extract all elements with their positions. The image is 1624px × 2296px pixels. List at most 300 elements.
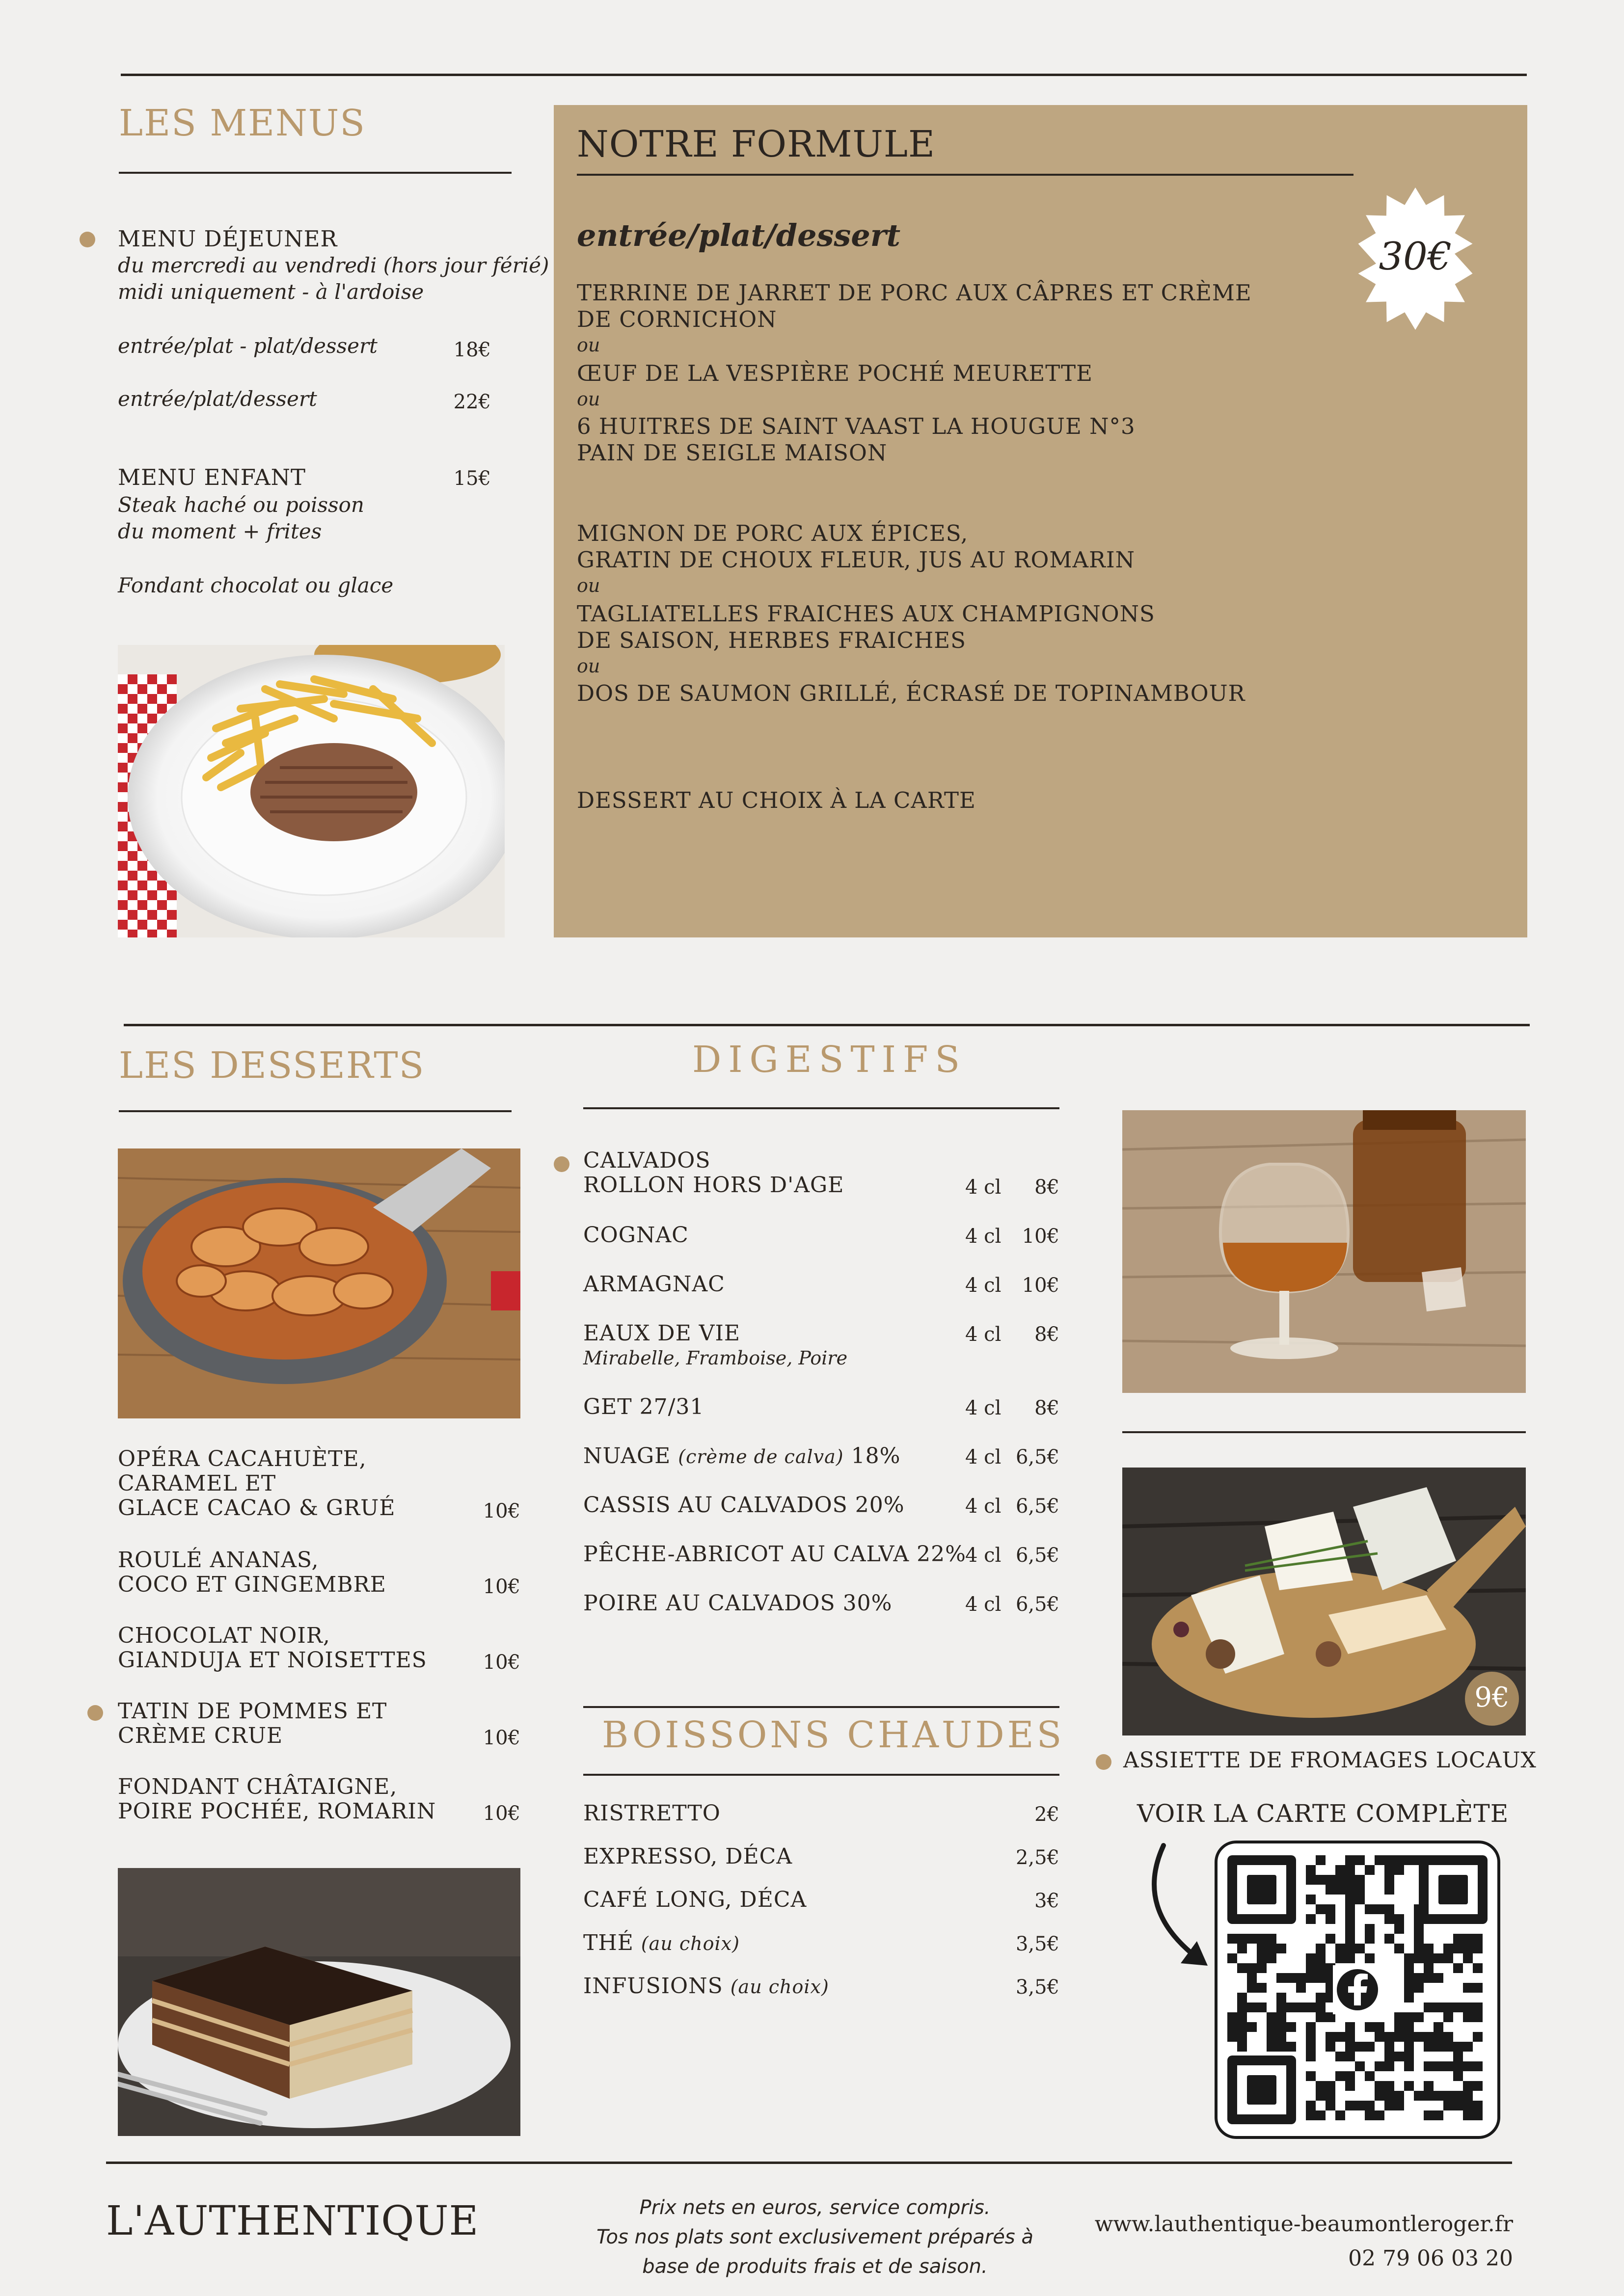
menu-option-price: 18€ <box>453 339 491 361</box>
formule-entree: TERRINE DE JARRET DE PORC AUX CÂPRES ET CRÈME DE CORNICHON <box>577 280 1252 332</box>
opera-cake-photo <box>118 1868 520 2136</box>
qr-module <box>1345 2042 1355 2052</box>
qr-module <box>1414 1973 1424 1983</box>
qr-module <box>1453 2091 1463 2101</box>
qr-module <box>1365 2101 1375 2110</box>
dessert-item: CHOCOLAT NOIR, GIANDUJA ET NOISETTES <box>118 1623 427 1673</box>
qr-module <box>1424 2042 1434 2052</box>
qr-module <box>1404 1963 1414 1973</box>
qr-module <box>1335 2071 1345 2081</box>
qr-module <box>1306 1914 1316 1924</box>
qr-module <box>1453 2061 1463 2071</box>
qr-module <box>1326 1934 1335 1944</box>
qr-module <box>1424 2061 1434 2071</box>
qr-module <box>1404 2032 1414 2042</box>
qr-module <box>1345 1855 1355 1865</box>
qr-module <box>1247 1963 1257 1973</box>
qr-module <box>1463 1944 1473 1953</box>
menu-dejeuner-hours: midi uniquement - à l'ardoise <box>118 280 424 304</box>
qr-module <box>1306 1875 1316 1885</box>
formule-panel <box>554 105 1527 937</box>
qr-module <box>1286 1973 1296 1983</box>
menu-dejeuner-days: du mercredi au vendredi (hors jour férié) <box>118 253 549 277</box>
qr-module <box>1384 1914 1394 1924</box>
qr-module <box>1404 2012 1414 2022</box>
formule-or: ou <box>577 334 600 356</box>
qr-module <box>1463 1934 1473 1944</box>
qr-module <box>1443 2061 1453 2071</box>
qr-module <box>1345 1953 1355 1963</box>
qr-module <box>1434 2091 1443 2101</box>
qr-module <box>1237 2002 1247 2012</box>
qr-module <box>1326 2101 1335 2110</box>
qr-module <box>1247 2002 1257 2012</box>
qr-module <box>1365 2042 1375 2052</box>
qr-module <box>1404 2022 1414 2032</box>
qr-module <box>1267 1944 1276 1953</box>
qr-module <box>1316 2002 1326 2012</box>
qr-module <box>1345 2052 1355 2061</box>
qr-module <box>1463 2061 1473 2071</box>
qr-module <box>1306 2022 1316 2032</box>
boissons-title-rule <box>583 1774 1059 1776</box>
menu-dejeuner-bullet <box>80 232 95 247</box>
qr-module <box>1316 1953 1326 1963</box>
footer-note: Tos nos plats sont exclusivement préparés à <box>596 2226 1033 2248</box>
formule-subtitle: entrée/plat/dessert <box>577 217 901 253</box>
qr-module <box>1473 2081 1483 2091</box>
qr-module <box>1463 2002 1473 2012</box>
qr-module <box>1306 2002 1316 2012</box>
qr-module <box>1414 1983 1424 1993</box>
digestif-item: PÊCHE-ABRICOT AU CALVA 22% <box>583 1542 966 1567</box>
qr-module <box>1434 1973 1443 1983</box>
qr-module <box>1414 2012 1424 2022</box>
qr-module <box>1463 1953 1473 1963</box>
qr-module <box>1316 1904 1326 1914</box>
digestif-volume: 4 cl <box>965 1446 1001 1468</box>
qr-module <box>1267 2012 1276 2022</box>
qr-module <box>1394 1924 1404 1934</box>
dessert-item: ROULÉ ANANAS, COCO ET GINGEMBRE <box>118 1548 386 1597</box>
formule-or: ou <box>577 388 600 410</box>
qr-module <box>1443 1944 1453 1953</box>
qr-module <box>1276 1973 1286 1983</box>
dessert-price: 10€ <box>483 1500 520 1522</box>
desserts-title: LES DESSERTS <box>119 1044 425 1087</box>
qr-module <box>1394 1944 1404 1953</box>
qr-module <box>1384 1885 1394 1895</box>
qr-module <box>1257 1934 1267 1944</box>
qr-module <box>1306 1973 1316 1983</box>
qr-module <box>1394 2032 1404 2042</box>
digestif-volume: 4 cl <box>965 1593 1001 1616</box>
dessert-item: OPÉRA CACAHUÈTE, CARAMEL ET GLACE CACAO & GRUÉ <box>118 1446 396 1521</box>
footer-note: Prix nets en euros, service compris. <box>639 2196 991 2219</box>
qr-module <box>1384 1855 1394 1865</box>
qr-module <box>1267 1953 1276 1963</box>
qr-module <box>1345 2032 1355 2042</box>
qr-module <box>1365 1953 1375 1963</box>
qr-module <box>1335 1875 1345 1885</box>
digestif-item: NUAGE (crème de calva) 18% <box>583 1443 901 1468</box>
qr-module <box>1424 2002 1434 2012</box>
dessert-item: TATIN DE POMMES ET CRÈME CRUE <box>118 1699 387 1748</box>
dessert-highlight-bullet <box>87 1705 103 1721</box>
qr-module <box>1237 1993 1247 2002</box>
qr-module <box>1434 2110 1443 2120</box>
qr-module <box>1306 1865 1316 1875</box>
top-rule <box>121 74 1527 76</box>
qr-module <box>1276 2032 1286 2042</box>
digestif-price: 8€ <box>1034 1176 1059 1199</box>
qr-module <box>1463 2101 1473 2110</box>
qr-module <box>1414 2091 1424 2101</box>
qr-module <box>1443 1953 1453 1963</box>
menus-title: LES MENUS <box>119 102 366 144</box>
boisson-price: 2€ <box>1034 1803 1059 1826</box>
qr-module <box>1345 1875 1355 1885</box>
qr-module <box>1365 2022 1375 2032</box>
fromage-price: 9€ <box>1474 1682 1510 1713</box>
qr-module <box>1316 1875 1326 1885</box>
qr-module <box>1375 1855 1384 1865</box>
dessert-item: FONDANT CHÂTAIGNE, POIRE POCHÉE, ROMARIN <box>118 1774 436 1824</box>
qr-module <box>1267 2022 1276 2032</box>
formule-dessert: DESSERT AU CHOIX À LA CARTE <box>577 787 976 813</box>
formule-entree: 6 HUITRES DE SAINT VAAST LA HOUGUE N°3 PAIN DE SEIGLE MAISON <box>577 413 1136 466</box>
qr-module <box>1345 1865 1355 1875</box>
qr-module <box>1335 1885 1345 1895</box>
qr-module <box>1434 2002 1443 2012</box>
qr-module <box>1355 2061 1365 2071</box>
qr-module <box>1306 2071 1316 2081</box>
qr-module <box>1355 1895 1365 1904</box>
qr-module <box>1335 2032 1345 2042</box>
qr-module <box>1365 1924 1375 1934</box>
qr-module <box>1335 1944 1345 1953</box>
qr-module <box>1453 1944 1463 1953</box>
menu-enfant-line: du moment + frites <box>118 519 322 543</box>
qr-module <box>1316 2081 1326 2091</box>
boisson-price: 3,5€ <box>1015 1976 1059 1999</box>
qr-module <box>1257 1944 1267 1953</box>
qr-module <box>1394 2091 1404 2101</box>
qr-module <box>1424 2032 1434 2042</box>
footer-rule <box>106 2162 1512 2164</box>
qr-module <box>1473 2012 1483 2022</box>
qr-module <box>1296 1973 1306 1983</box>
qr-module <box>1414 1924 1424 1934</box>
qr-code[interactable] <box>1215 1841 1500 2139</box>
qr-module <box>1247 1934 1257 1944</box>
fromage-bullet <box>1096 1754 1111 1770</box>
qr-module <box>1473 2032 1483 2042</box>
fromage-label: ASSIETTE DE FROMAGES LOCAUX <box>1123 1748 1537 1773</box>
qr-module <box>1326 2081 1335 2091</box>
qr-module <box>1316 2012 1326 2022</box>
qr-module <box>1394 1865 1404 1875</box>
digestifs-title: DIGESTIFS <box>692 1039 967 1081</box>
qr-module <box>1326 1875 1335 1885</box>
qr-module <box>1384 2032 1394 2042</box>
qr-module <box>1326 2032 1335 2042</box>
qr-module <box>1237 1934 1247 1944</box>
qr-module <box>1443 2101 1453 2110</box>
qr-module <box>1335 2052 1345 2061</box>
qr-module <box>1237 2022 1247 2032</box>
qr-module <box>1296 2002 1306 2012</box>
formule-plat: DOS DE SAUMON GRILLÉ, ÉCRASÉ DE TOPINAMBOUR <box>577 680 1245 706</box>
formule-plat: TAGLIATELLES FRAICHES AUX CHAMPIGNONS DE SAISON, HERBES FRAICHES <box>577 601 1155 653</box>
qr-module <box>1453 2002 1463 2012</box>
qr-module <box>1384 2081 1394 2091</box>
digestif-subtitle: Mirabelle, Framboise, Poire <box>583 1347 848 1369</box>
boissons-top-rule <box>583 1706 1059 1708</box>
qr-module <box>1345 1924 1355 1934</box>
qr-module <box>1384 2091 1394 2101</box>
qr-module <box>1453 1934 1463 1944</box>
qr-module <box>1414 1944 1424 1953</box>
qr-module <box>1443 2091 1453 2101</box>
digestif-item: GET 27/31 <box>583 1394 704 1419</box>
qr-module <box>1384 1934 1394 1944</box>
qr-module <box>1237 2042 1247 2052</box>
menu-option-label: entrée/plat - plat/dessert <box>118 334 378 358</box>
qr-module <box>1463 2110 1473 2120</box>
qr-module <box>1473 2110 1483 2120</box>
qr-module <box>1345 2022 1355 2032</box>
formule-entree: ŒUF DE LA VESPIÈRE POCHÉ MEURETTE <box>577 360 1093 386</box>
qr-module <box>1414 1934 1424 1944</box>
qr-module <box>1296 1983 1306 1993</box>
qr-module <box>1267 2032 1276 2042</box>
qr-module <box>1394 1914 1404 1924</box>
menu-dejeuner-title: MENU DÉJEUNER <box>118 226 338 252</box>
digestif-volume: 4 cl <box>965 1495 1001 1518</box>
desserts-title-rule <box>119 1110 512 1112</box>
qr-module <box>1463 2091 1473 2101</box>
qr-module <box>1394 1855 1404 1865</box>
boissons-title: BOISSONS CHAUDES <box>602 1714 1065 1756</box>
boisson-item: CAFÉ LONG, DÉCA <box>583 1887 807 1912</box>
qr-module <box>1473 1934 1483 1944</box>
qr-module <box>1345 1934 1355 1944</box>
menu-enfant-title: MENU ENFANT <box>118 464 306 490</box>
formule-or: ou <box>577 575 600 596</box>
qr-module <box>1473 2002 1483 2012</box>
qr-module <box>1316 1855 1326 1865</box>
qr-module <box>1276 2012 1286 2022</box>
qr-module <box>1365 2110 1375 2120</box>
qr-module <box>1316 1944 1326 1953</box>
qr-module <box>1267 1934 1276 1944</box>
qr-module <box>1424 1973 1434 1983</box>
footer-note: base de produits frais et de saison. <box>642 2255 988 2278</box>
qr-module <box>1424 2091 1434 2101</box>
qr-module <box>1335 2110 1345 2120</box>
qr-module <box>1365 1865 1375 1875</box>
steak-frites-photo <box>118 645 505 937</box>
qr-module <box>1404 1993 1414 2002</box>
digestif-price: 8€ <box>1034 1323 1059 1346</box>
cognac-glass-photo <box>1122 1110 1526 1393</box>
qr-module <box>1473 1963 1483 1973</box>
digestif-price: 6,5€ <box>1015 1495 1059 1518</box>
qr-module <box>1306 1895 1316 1904</box>
qr-module <box>1286 2022 1296 2032</box>
qr-module <box>1443 2002 1453 2012</box>
qr-module <box>1355 2101 1365 2110</box>
digestif-item: CASSIS AU CALVADOS 20% <box>583 1493 905 1518</box>
qr-module <box>1345 1895 1355 1904</box>
qr-module <box>1375 2061 1384 2071</box>
qr-module <box>1365 2071 1375 2081</box>
qr-module <box>1434 2061 1443 2071</box>
digestif-volume: 4 cl <box>965 1176 1001 1199</box>
qr-module <box>1335 1865 1345 1875</box>
qr-module <box>1394 2022 1404 2032</box>
boisson-item: INFUSIONS (au choix) <box>583 1974 829 1999</box>
digestif-price: 10€ <box>1022 1225 1059 1248</box>
carte-complete-label: VOIR LA CARTE COMPLÈTE <box>1137 1799 1509 1828</box>
digestif-volume: 4 cl <box>965 1323 1001 1346</box>
qr-module <box>1306 2110 1316 2120</box>
qr-module <box>1276 1993 1286 2002</box>
qr-module <box>1306 2052 1316 2061</box>
menu-option-label: entrée/plat/dessert <box>118 387 317 411</box>
qr-module <box>1384 1904 1394 1914</box>
dessert-price: 10€ <box>483 1651 520 1674</box>
qr-module <box>1326 2042 1335 2052</box>
menu-enfant-line: Fondant chocolat ou glace <box>118 573 394 597</box>
qr-module <box>1375 2110 1384 2120</box>
qr-module <box>1463 2081 1473 2091</box>
dessert-price: 10€ <box>483 1727 520 1749</box>
qr-module <box>1453 2052 1463 2061</box>
qr-module <box>1453 2101 1463 2110</box>
qr-module <box>1434 2042 1443 2052</box>
qr-module <box>1257 2002 1267 2012</box>
arrow-icon <box>1134 1841 1213 1988</box>
qr-module <box>1434 1953 1443 1963</box>
qr-module <box>1335 1953 1345 1963</box>
qr-module <box>1404 2052 1414 2061</box>
qr-module <box>1434 2032 1443 2042</box>
menu-enfant-price: 15€ <box>453 467 491 490</box>
boisson-item: EXPRESSO, DÉCA <box>583 1844 793 1869</box>
digestif-item: CALVADOS ROLLON HORS D'AGE <box>583 1148 844 1198</box>
qr-module <box>1316 2091 1326 2101</box>
qr-module <box>1473 2101 1483 2110</box>
qr-module <box>1237 1963 1247 1973</box>
footer-phone[interactable]: 02 79 06 03 20 <box>1348 2246 1513 2271</box>
digestif-bullet <box>554 1156 569 1172</box>
qr-module <box>1227 2022 1237 2032</box>
qr-module <box>1355 1944 1365 1953</box>
qr-module <box>1394 2101 1404 2110</box>
formule-title-rule <box>577 174 1353 176</box>
qr-module <box>1404 1855 1414 1865</box>
qr-module <box>1286 2042 1296 2052</box>
qr-module <box>1227 2032 1237 2042</box>
qr-module <box>1424 2110 1434 2120</box>
digestif-item: POIRE AU CALVADOS 30% <box>583 1591 893 1616</box>
qr-module <box>1306 1953 1316 1963</box>
qr-module <box>1424 1963 1434 1973</box>
formule-title: NOTRE FORMULE <box>577 123 936 165</box>
qr-module <box>1247 1973 1257 1983</box>
digestif-item: ARMAGNAC <box>583 1272 725 1297</box>
qr-module <box>1424 1953 1434 1963</box>
qr-module <box>1345 2071 1355 2081</box>
qr-module <box>1404 2042 1414 2052</box>
qr-module <box>1394 2052 1404 2061</box>
qr-module <box>1326 2091 1335 2101</box>
section-rule <box>124 1024 1530 1026</box>
qr-module <box>1237 2032 1247 2042</box>
qr-module <box>1257 1983 1267 1993</box>
boisson-item: THÉ (au choix) <box>583 1930 740 1955</box>
qr-module <box>1286 2002 1296 2012</box>
qr-module <box>1316 1973 1326 1983</box>
qr-module <box>1463 2012 1473 2022</box>
qr-module <box>1404 2081 1414 2091</box>
qr-module <box>1355 1885 1365 1895</box>
qr-module <box>1384 2101 1394 2110</box>
qr-module <box>1434 2022 1443 2032</box>
boisson-price: 3,5€ <box>1015 1933 1059 1955</box>
qr-module <box>1237 2012 1247 2022</box>
qr-module <box>1345 1904 1355 1914</box>
qr-module <box>1375 2022 1384 2032</box>
qr-module <box>1345 2081 1355 2091</box>
qr-module <box>1227 1934 1237 1944</box>
boisson-item: RISTRETTO <box>583 1801 721 1826</box>
qr-module <box>1326 1914 1335 1924</box>
qr-module <box>1473 1983 1483 1993</box>
menus-title-rule <box>119 172 512 174</box>
qr-module <box>1316 1963 1326 1973</box>
qr-module <box>1453 1963 1463 1973</box>
qr-module <box>1375 1904 1384 1914</box>
qr-module <box>1463 1983 1473 1993</box>
qr-module <box>1227 1953 1237 1963</box>
qr-module <box>1424 2081 1434 2091</box>
qr-module <box>1355 1855 1365 1865</box>
qr-module <box>1414 1953 1424 1963</box>
qr-module <box>1375 2091 1384 2101</box>
qr-module <box>1453 2042 1463 2052</box>
qr-module <box>1463 2042 1473 2052</box>
digestif-price: 8€ <box>1034 1397 1059 1419</box>
formule-or: ou <box>577 655 600 677</box>
qr-module <box>1404 1953 1414 1963</box>
qr-module <box>1384 2052 1394 2061</box>
qr-module <box>1365 1904 1375 1914</box>
qr-module <box>1355 2042 1365 2052</box>
digestif-volume: 4 cl <box>965 1225 1001 1248</box>
qr-module <box>1404 1973 1414 1983</box>
digestif-price: 10€ <box>1022 1274 1059 1297</box>
menu-option-price: 22€ <box>453 391 491 413</box>
digestif-volume: 4 cl <box>965 1397 1001 1419</box>
qr-module <box>1384 1875 1394 1885</box>
digestif-price: 6,5€ <box>1015 1544 1059 1567</box>
qr-module <box>1257 1953 1267 1963</box>
footer-website[interactable]: www.lauthentique-beaumontleroger.fr <box>1094 2212 1513 2237</box>
qr-module <box>1404 1983 1414 1993</box>
